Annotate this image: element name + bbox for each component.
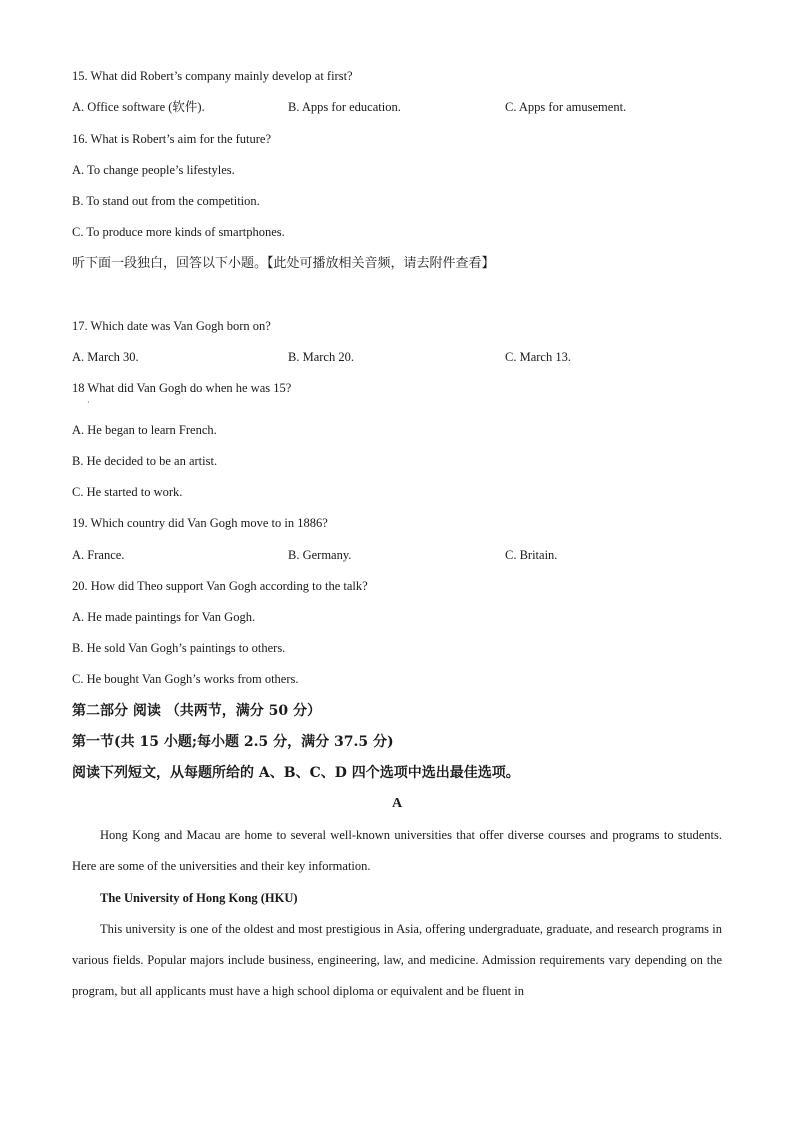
- q20-option-b: B. He sold Van Gogh’s paintings to others.: [72, 641, 286, 655]
- q17-option-b: B. March 20.: [288, 350, 354, 364]
- q20-option-a: A. He made paintings for Van Gogh.: [72, 610, 256, 624]
- q16-option-a: A. To change people’s lifestyles.: [72, 163, 235, 177]
- section-one-heading: 第一节(共 15 小题;每小题 2.5 分，满分 37.5 分): [72, 734, 394, 750]
- q16-option-b: B. To stand out from the competition.: [72, 194, 260, 208]
- question-15: 15. What did Robert’s company mainly develop at first?: [72, 69, 353, 83]
- q17-option-a: A. March 30.: [72, 350, 139, 364]
- passage-label: A: [391, 796, 403, 811]
- question-16: 16. What is Robert’s aim for the future?: [72, 132, 272, 146]
- question-18: 18 What did Van Gogh do when he was 15?: [72, 381, 292, 395]
- q19-option-a: A. France.: [72, 548, 125, 562]
- hku-text: This university is one of the oldest and most prestigious in Asia, offering undergraduate, graduate, and research programs in various fields. Popular majors include business, engineering, law, and medicine. Admission requirements vary depending on the program, but all applicants must have a high school diploma or equivalent and be fluent in: [72, 922, 722, 998]
- q20-option-c: C. He bought Van Gogh’s works from others.: [72, 672, 299, 686]
- question-20: 20. How did Theo support Van Gogh according to the talk?: [72, 579, 368, 593]
- monologue-instruction: 听下面一段独白，回答以下小题。【此处可播放相关音频，请去附件查看】: [72, 256, 495, 271]
- part-two-heading: 第二部分 阅读 （共两节，满分 50 分）: [72, 703, 321, 719]
- q17-option-c: C. March 13.: [505, 350, 571, 364]
- q19-option-b: B. Germany.: [288, 548, 352, 562]
- reading-instruction: 阅读下列短文，从每题所给的 A、B、C、D 四个选项中选出最佳选项。: [72, 765, 520, 781]
- hku-title: The University of Hong Kong (HKU): [100, 891, 298, 905]
- q18-option-b: B. He decided to be an artist.: [72, 454, 218, 468]
- q15-option-c: C. Apps for amusement.: [505, 100, 627, 114]
- q15-option-a: A. Office software (软件).: [72, 100, 205, 114]
- q19-option-c: C. Britain.: [505, 548, 558, 562]
- q18-option-c: C. He started to work.: [72, 485, 183, 499]
- q18-option-a: A. He began to learn French.: [72, 423, 217, 437]
- question-19: 19. Which country did Van Gogh move to in 1886?: [72, 516, 328, 530]
- hku-paragraph: [72, 914, 722, 1007]
- q16-option-c: C. To produce more kinds of smartphones.: [72, 225, 285, 239]
- passage-intro-text: Hong Kong and Macau are home to several well-known universities that offer diverse courses and programs to students. Here are some of the universities and their key information.: [72, 828, 722, 873]
- q15-option-b: B. Apps for education.: [288, 100, 401, 114]
- stray-dot-mark: ·: [87, 398, 90, 407]
- passage-intro-paragraph: [72, 820, 722, 882]
- question-17: 17. Which date was Van Gogh born on?: [72, 319, 271, 333]
